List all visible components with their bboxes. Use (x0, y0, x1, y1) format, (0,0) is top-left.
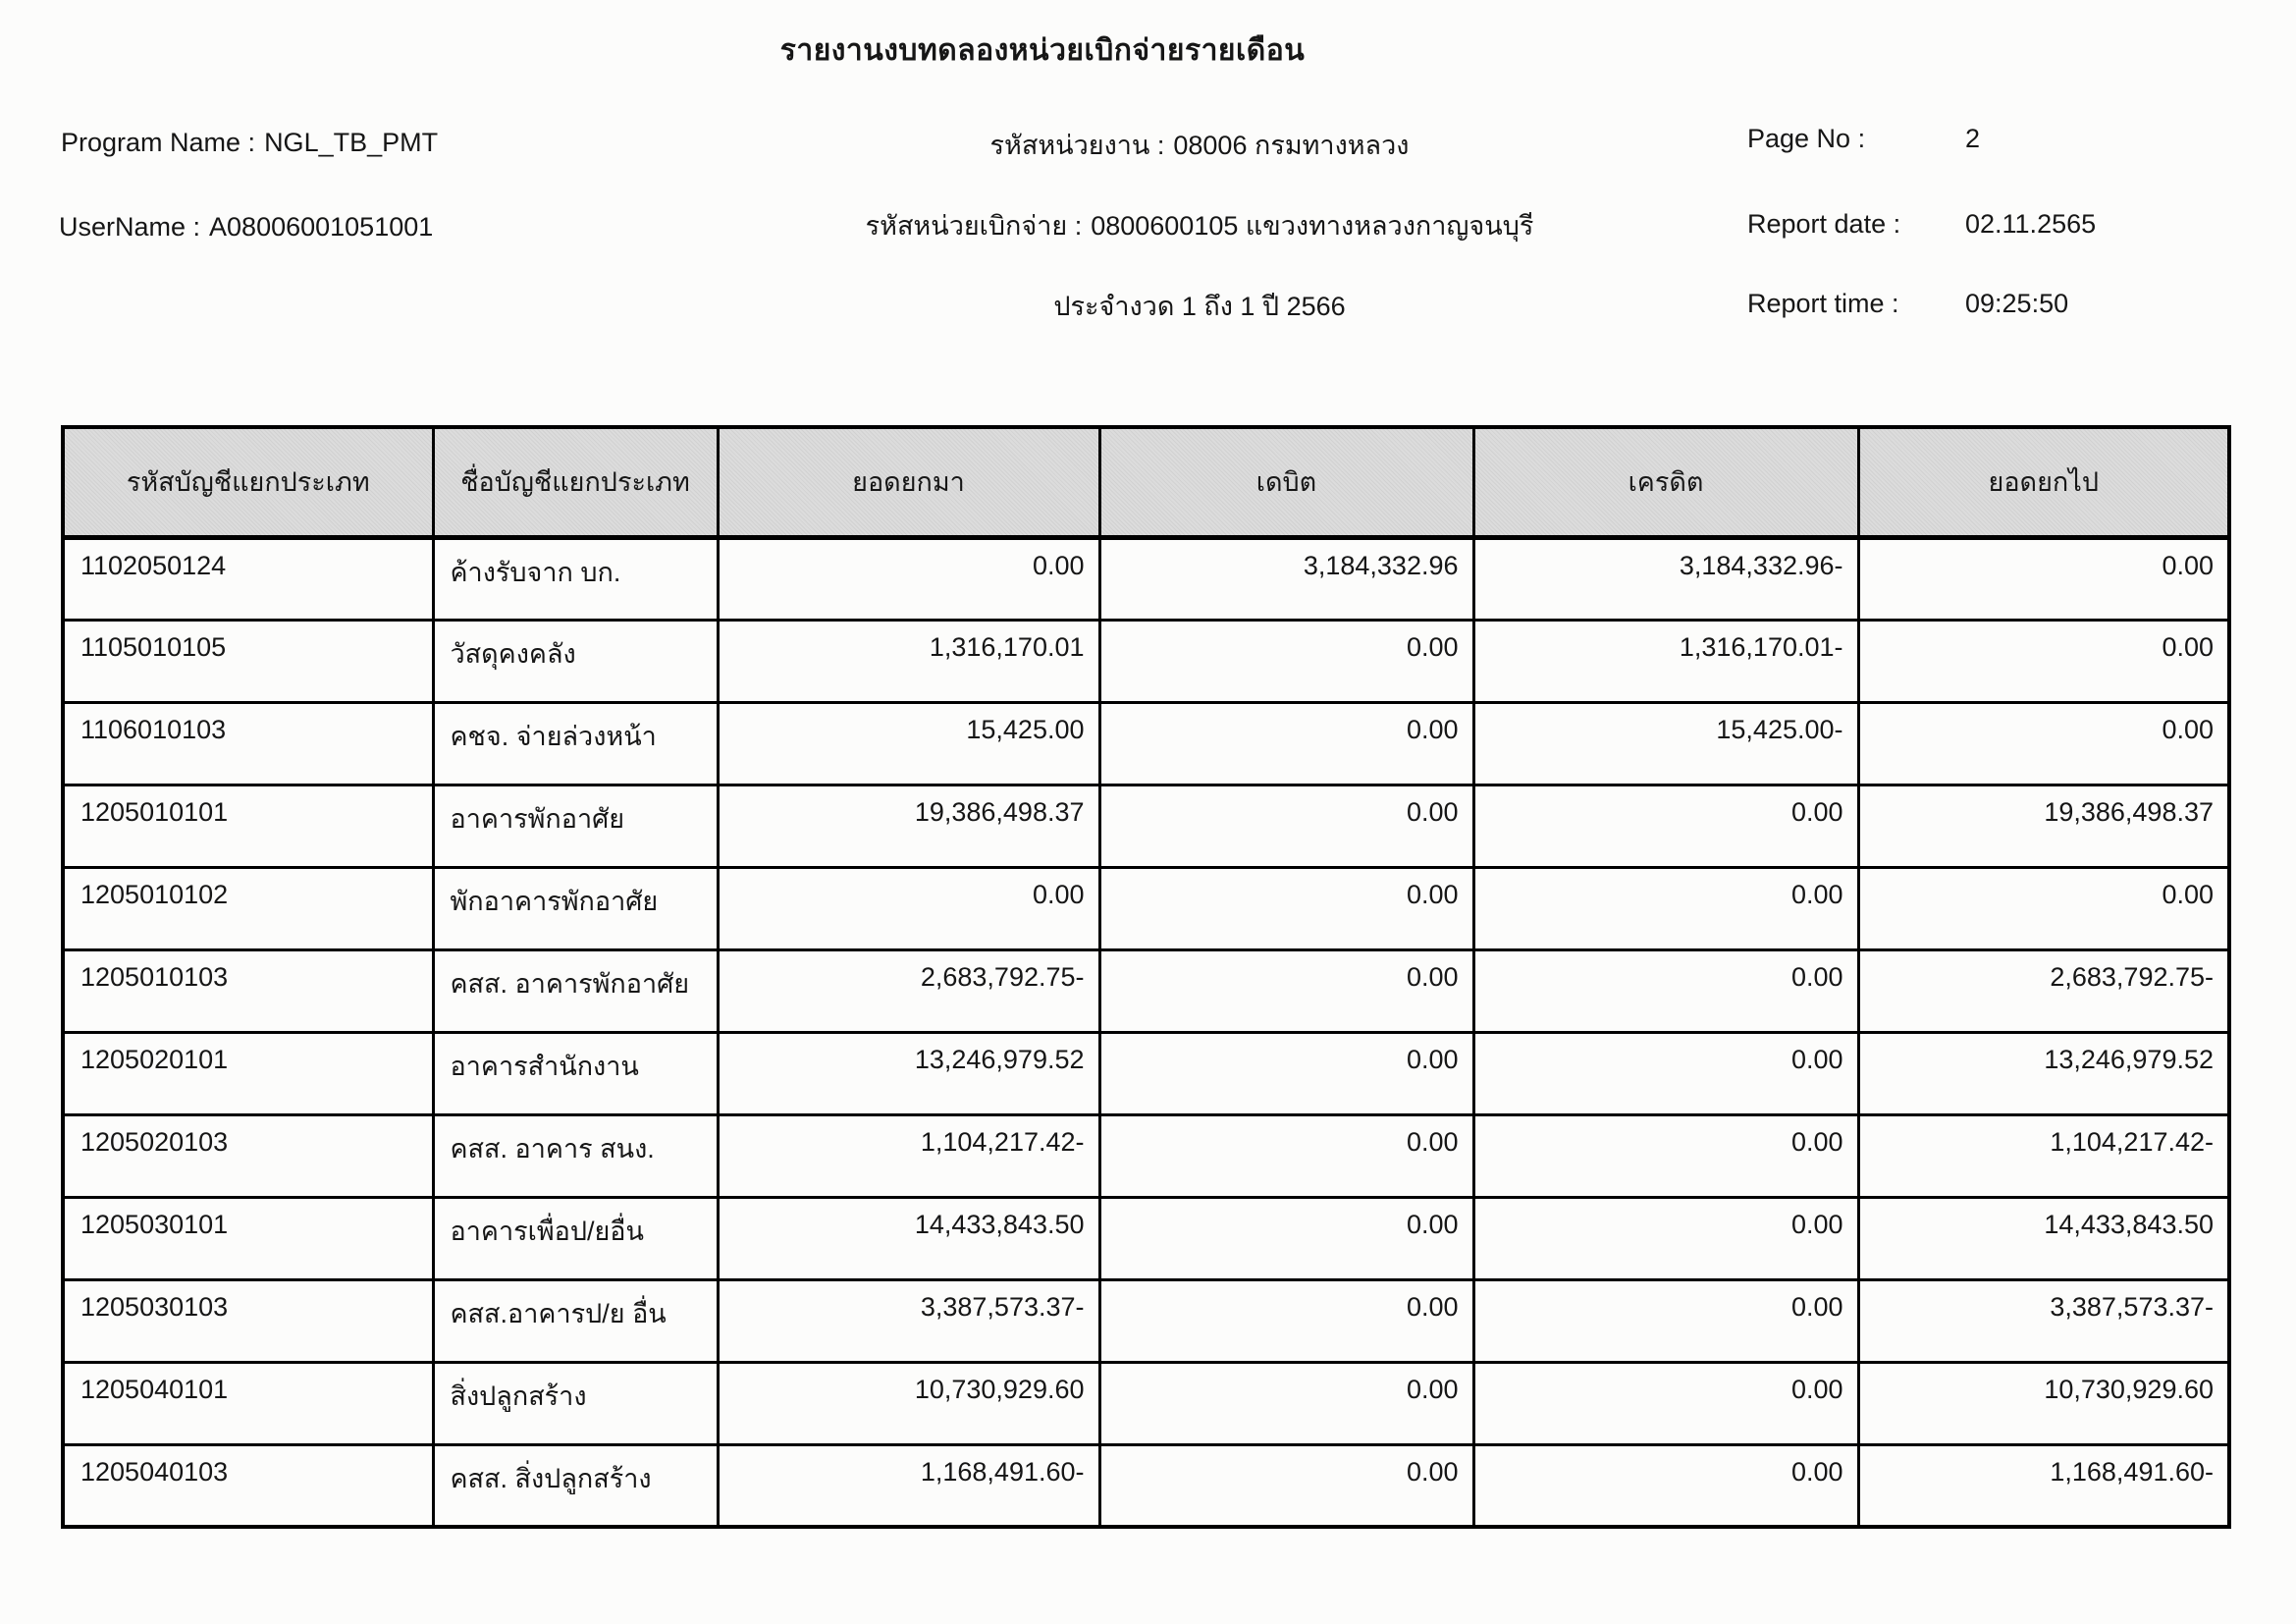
table-header (63, 427, 2229, 537)
ending-balance-cell: 0.00 (1858, 620, 2229, 702)
account-name-cell: อาคารพักอาศัย (433, 785, 718, 867)
debit-cell: 0.00 (1099, 702, 1473, 785)
ending-balance-cell: 1,168,491.60- (1858, 1444, 2229, 1527)
column-header-account-name: ชื่อบัญชีแยกประเภท (433, 427, 718, 537)
column-header-account-code: รหัสบัญชีแยกประเภท (63, 427, 433, 537)
beginning-balance-cell: 1,168,491.60- (718, 1444, 1099, 1527)
credit-cell: 3,184,332.96- (1473, 537, 1858, 620)
agency-line (990, 124, 1410, 166)
ending-balance-cell: 1,104,217.42- (1858, 1114, 2229, 1197)
account-code-cell: 1205020101 (63, 1032, 433, 1114)
debit-cell: 0.00 (1099, 867, 1473, 949)
account-name-cell: คสส. อาคาร สนง. (433, 1114, 718, 1197)
program-name-line (61, 128, 438, 158)
debit-cell: 3,184,332.96 (1099, 537, 1473, 620)
table-row (63, 702, 2229, 785)
credit-cell: 1,316,170.01- (1473, 620, 1858, 702)
trial-balance-table (61, 425, 2231, 1529)
account-code-cell: 1205010102 (63, 867, 433, 949)
agency-label: รหัสหน่วยงาน : (989, 131, 1165, 160)
table-row (63, 1197, 2229, 1279)
credit-cell: 15,425.00- (1473, 702, 1858, 785)
page-no-value: 2 (1965, 124, 1981, 153)
account-name-cell: สิ่งปลูกสร้าง (433, 1362, 718, 1444)
account-name-cell: คสส. อาคารพักอาศัย (433, 949, 718, 1032)
beginning-balance-cell: 2,683,792.75- (718, 949, 1099, 1032)
debit-cell: 0.00 (1099, 1114, 1473, 1197)
credit-cell: 0.00 (1473, 1444, 1858, 1527)
account-name-cell: คสส. สิ่งปลูกสร้าง (433, 1444, 718, 1527)
column-header-debit: เดบิต (1099, 427, 1473, 537)
table-row (63, 785, 2229, 867)
account-name-cell: วัสดุคงคลัง (433, 620, 718, 702)
report-date-value: 02.11.2565 (1965, 209, 2097, 239)
username-label: UserName : (59, 212, 201, 242)
debit-cell: 0.00 (1099, 1362, 1473, 1444)
column-header-beginning-balance: ยอดยกมา (718, 427, 1099, 537)
disbursement-unit-line (866, 204, 1534, 246)
username-value: A08006001051001 (209, 212, 434, 242)
beginning-balance-cell: 14,433,843.50 (718, 1197, 1099, 1279)
credit-cell: 0.00 (1473, 949, 1858, 1032)
beginning-balance-cell: 0.00 (718, 867, 1099, 949)
credit-cell: 0.00 (1473, 1032, 1858, 1114)
debit-cell: 0.00 (1099, 949, 1473, 1032)
beginning-balance-cell: 0.00 (718, 537, 1099, 620)
ending-balance-cell: 0.00 (1858, 702, 2229, 785)
table-row (63, 1032, 2229, 1114)
account-name-cell: ค้างรับจาก บก. (433, 537, 718, 620)
table-row (63, 1362, 2229, 1444)
disbursement-unit-label: รหัสหน่วยเบิกจ่าย : (865, 211, 1083, 241)
ending-balance-cell: 10,730,929.60 (1858, 1362, 2229, 1444)
debit-cell: 0.00 (1099, 1444, 1473, 1527)
period-line: ประจำงวด 1 ถึง 1 ปี 2566 (1053, 292, 1346, 321)
table-body (63, 537, 2229, 1527)
agency-value: 08006 กรมทางหลวง (1173, 131, 1410, 160)
debit-cell: 0.00 (1099, 1279, 1473, 1362)
report-time-label: Report time : (1747, 289, 1899, 318)
table-row (63, 1279, 2229, 1362)
ending-balance-cell: 0.00 (1858, 867, 2229, 949)
ending-balance-cell: 14,433,843.50 (1858, 1197, 2229, 1279)
account-name-cell: คสส.อาคารป/ย อื่น (433, 1279, 718, 1362)
ending-balance-cell: 13,246,979.52 (1858, 1032, 2229, 1114)
table-row (63, 537, 2229, 620)
table-row (63, 620, 2229, 702)
debit-cell: 0.00 (1099, 785, 1473, 867)
program-name-label: Program Name : (61, 128, 256, 157)
beginning-balance-cell: 1,316,170.01 (718, 620, 1099, 702)
account-name-cell: อาคารสำนักงาน (433, 1032, 718, 1114)
column-header-credit: เครดิต (1473, 427, 1858, 537)
page-no-label: Page No : (1747, 124, 1866, 153)
debit-cell: 0.00 (1099, 620, 1473, 702)
account-code-cell: 1102050124 (63, 537, 433, 620)
account-code-cell: 1205040103 (63, 1444, 433, 1527)
beginning-balance-cell: 13,246,979.52 (718, 1032, 1099, 1114)
credit-cell: 0.00 (1473, 785, 1858, 867)
beginning-balance-cell: 3,387,573.37- (718, 1279, 1099, 1362)
credit-cell: 0.00 (1473, 1197, 1858, 1279)
username-line (59, 212, 433, 243)
account-code-cell: 1205030101 (63, 1197, 433, 1279)
account-name-cell: พักอาคารพักอาศัย (433, 867, 718, 949)
table-row (63, 1444, 2229, 1527)
credit-cell: 0.00 (1473, 1279, 1858, 1362)
debit-cell: 0.00 (1099, 1032, 1473, 1114)
program-name-value: NGL_TB_PMT (264, 128, 439, 157)
table-row (63, 1114, 2229, 1197)
debit-cell: 0.00 (1099, 1197, 1473, 1279)
table-row (63, 867, 2229, 949)
account-code-cell: 1205010103 (63, 949, 433, 1032)
table-row (63, 949, 2229, 1032)
credit-cell: 0.00 (1473, 1114, 1858, 1197)
account-code-cell: 1205040101 (63, 1362, 433, 1444)
report-title: รายงานงบทดลองหน่วยเบิกจ่ายรายเดือน (779, 34, 1306, 67)
beginning-balance-cell: 19,386,498.37 (718, 785, 1099, 867)
account-code-cell: 1106010103 (63, 702, 433, 785)
beginning-balance-cell: 1,104,217.42- (718, 1114, 1099, 1197)
report-time-value: 09:25:50 (1965, 289, 2069, 318)
account-code-cell: 1205010101 (63, 785, 433, 867)
account-code-cell: 1205030103 (63, 1279, 433, 1362)
ending-balance-cell: 3,387,573.37- (1858, 1279, 2229, 1362)
credit-cell: 0.00 (1473, 1362, 1858, 1444)
disbursement-unit-value: 0800600105 แขวงทางหลวงกาญจนบุรี (1091, 211, 1534, 241)
ending-balance-cell: 2,683,792.75- (1858, 949, 2229, 1032)
table-header-row (63, 427, 2229, 537)
account-name-cell: คชจ. จ่ายล่วงหน้า (433, 702, 718, 785)
ending-balance-cell: 19,386,498.37 (1858, 785, 2229, 867)
column-header-ending-balance: ยอดยกไป (1858, 427, 2229, 537)
report-date-label: Report date : (1747, 209, 1901, 239)
credit-cell: 0.00 (1473, 867, 1858, 949)
account-name-cell: อาคารเพื่อป/ยอื่น (433, 1197, 718, 1279)
account-code-cell: 1105010105 (63, 620, 433, 702)
account-code-cell: 1205020103 (63, 1114, 433, 1197)
beginning-balance-cell: 10,730,929.60 (718, 1362, 1099, 1444)
beginning-balance-cell: 15,425.00 (718, 702, 1099, 785)
ending-balance-cell: 0.00 (1858, 537, 2229, 620)
